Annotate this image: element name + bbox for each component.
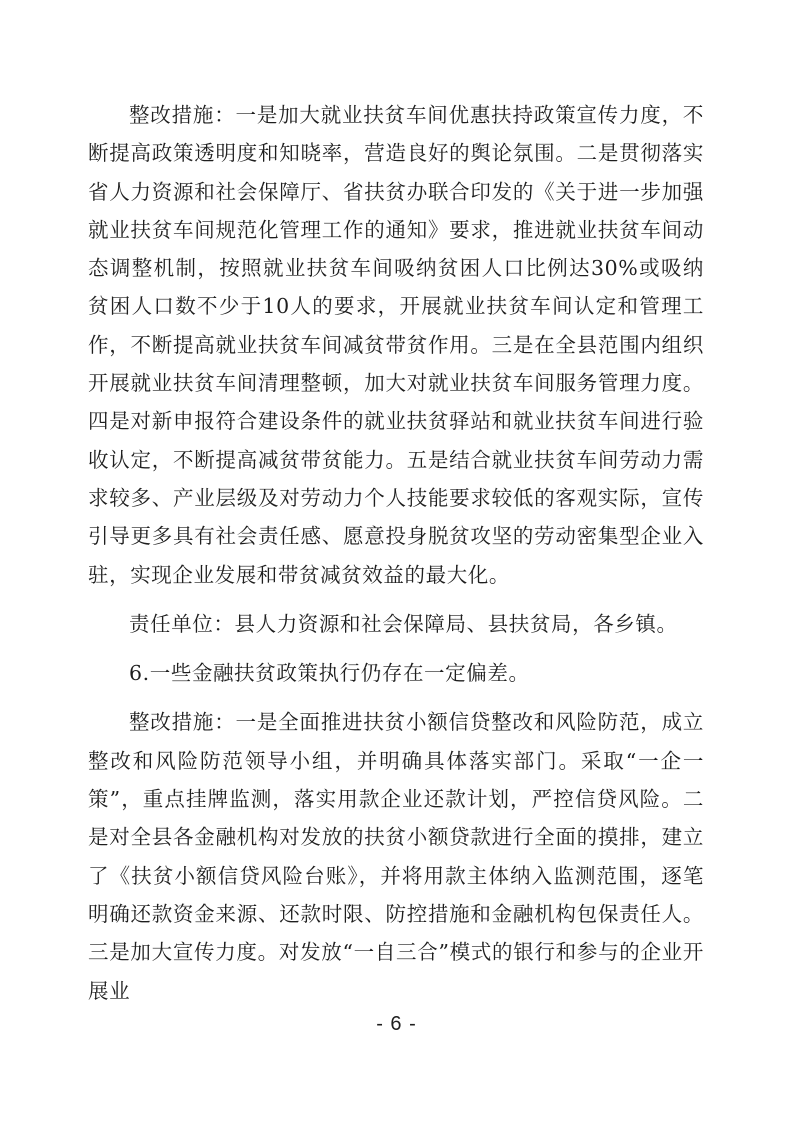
paragraph-rectification-measures-finance: 整改措施：一是全面推进扶贫小额信贷整改和风险防范，成立整改和风险防范领导小组，并明确具体落实部门。采取“一企一策”，重点挂牌监测，落实用款企业还款计划，严控信贷风险。二是对全县各金融机构对发放的扶贫小额贷款进行全面的摸排，建立了《扶贫小额信贷风险台账》，并将用款主体纳入监测范围，逐笔明确还款资金来源、还款时限、防控措施和金融机构包保责任人。三是加大宣传力度。对发放“一自三合”模式的银行和参与的企业开展业: [88, 710, 704, 1003]
paragraph-rectification-measures-employment: 整改措施：一是加大就业扶贫车间优惠扶持政策宣传力度，不断提高政策透明度和知晓率，营造良好的舆论氛围。二是贯彻落实省人力资源和社会保障厅、省扶贫办联合印发的《关于进一步加强就业扶贫车间规范化管理工作的通知》要求，推进就业扶贫车间动态调整机制，按照就业扶贫车间吸纳贫困人口比例达30%或吸纳贫困人口数不少于10人的要求，开展就业扶贫车间认定和管理工作，不断提高就业扶贫车间减贫带贫作用。三是在全县范围内组织开展就业扶贫车间清理整顿，加大对就业扶贫车间服务管理力度。四是对新申报符合建设条件的就业扶贫驿站和就业扶贫车间进行验收认定，不断提高减贫带贫能力。五是结合就业扶贫车间劳动力需求较多、产业层级及对劳动力个人技能要求较低的客观实际，宣传引导更多具有社会责任感、愿意投身脱贫攻坚的劳动密集型企业入驻，实现企业发展和带贫减贫效益的最大化。: [88, 103, 704, 587]
paragraph-responsible-units: 责任单位：县人力资源和社会保障局、县扶贫局，各乡镇。: [129, 611, 678, 636]
document-body: [88, 96, 704, 1010]
paragraph-issue-6-heading: 6.一些金融扶贫政策执行仍存在一定偏差。: [129, 661, 530, 686]
page-number: - 6 -: [376, 1013, 417, 1035]
